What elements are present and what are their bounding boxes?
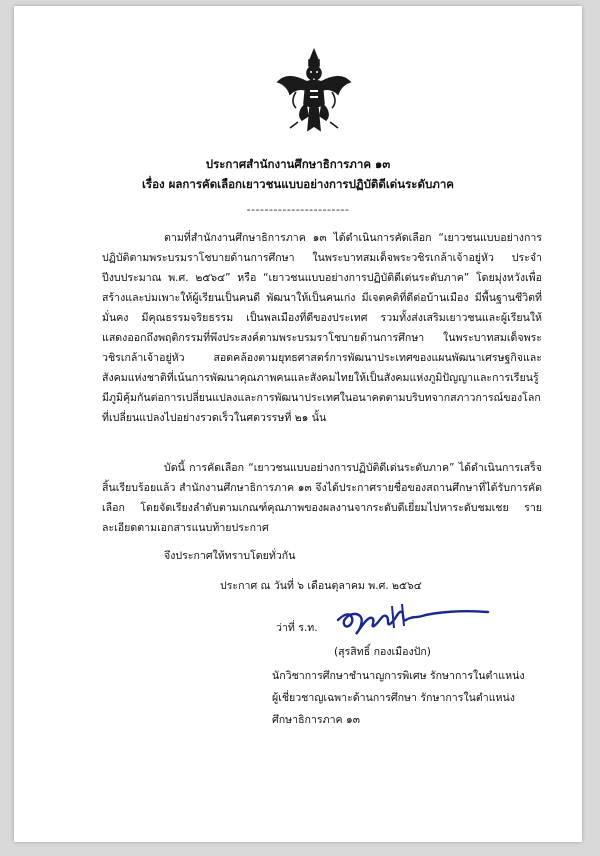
announcement-date: ประกาศ ณ วันที่ ๖ เดือนตุลาคม พ.ศ. ๒๕๖๔ <box>220 580 422 592</box>
signer-position-3: ศึกษาธิการภาค ๑๓ <box>272 714 360 726</box>
body-paragraph-1: ตามที่สำนักงานศึกษาธิการภาค ๑๓ ได้ดำเนินการคัดเลือก “เยาวชนแบบอย่างการปฏิบัติตามพระบรมราโชบายด้านการศึกษา ในพระบาทสมเด็จพระวชิรเกล้าเจ้าอยู่หัว ประจำปีงบประมาณ พ.ศ. ๒๕๖๔” หรือ “เยาวชนแบบอย่างการปฏิบัติดีเด่นระดับภาค” โดยมุ่งหวังเพื่อสร้างและบ่มเพาะให้ผู้เรียนเป็นคนดี พัฒนาให้เป็นคนเก่ง มีเจตคติที่ดีต่อบ้านเมือง มีพื้นฐานชีวิตที่มั่นคง มีคุณธรรมจริยธรรม เป็นพลเมืองที่ดีของประเทศ รวมทั้งส่งเสริมเยาวชนและผู้เรียนให้แสดงออกถึงพฤติกรรมที่พึงประสงค์ตามพระบรมราโชบายด้านการศึกษา ในพระบาทสมเด็จพระวชิรเกล้าเจ้าอยู่หัว สอดคล้องตามยุทธศาสตร์การพัฒนาประเทศของแผนพัฒนาเศรษฐกิจและสังคมแห่งชาติที่เน้นการพัฒนาคุณภาพคนและสังคมไทยให้เป็นสังคมแห่งภูมิปัญญาและการเรียนรู้ มีภูมิคุ้มกันต่อการเปลี่ยนแปลงและการพัฒนาประเทศในอนาคตตามบริบทจากสภาวการณ์ของโลกที่เปลี่ยนแปลงไปอย่างรวดเร็วในศตวรรษที่ ๒๑ นั้น <box>102 232 542 424</box>
announcement-line: จึงประกาศให้ทราบโดยทั่วกัน <box>164 550 296 562</box>
body-paragraph-2: บัดนี้ การคัดเลือก “เยาวชนแบบอย่างการปฏิบัติดีเด่นระดับภาค” ได้ดำเนินการเสร็จสิ้นเรียบร้อยแล้ว สำนักงานศึกษาธิการภาค ๑๓ จึงได้ประกาศรายชื่อของสถานศึกษาที่ได้รับการคัดเลือก โดยจัดเรียงลำดับตามเกณฑ์คุณภาพของผลงานจากระดับดีเยี่ยมไปหาระดับชมเชย รายละเอียดตามเอกสารแนบท้ายประกาศ <box>102 462 542 534</box>
document-title: ประกาศสำนักงานศึกษาธิการภาค ๑๓ <box>205 157 391 171</box>
signer-position-1: นักวิชาการศึกษาชำนาญการพิเศษ รักษาการในตำแหน่ง <box>272 670 525 682</box>
document-subject: เรื่อง ผลการคัดเลือกเยาวชนแบบอย่างการปฏิบัติดีเด่นระดับภาค <box>142 177 454 191</box>
signer-name: (สุรสิทธิ์ กองเมืองปัก) <box>334 646 431 658</box>
signer-rank: ว่าที่ ร.ท. <box>276 622 318 634</box>
handwritten-signature <box>332 596 492 640</box>
title-divider: ----------------------- <box>246 203 350 216</box>
signer-position-2: ผู้เชี่ยวชาญเฉพาะด้านการศึกษา รักษาการในตำแหน่ง <box>272 692 515 704</box>
garuda-emblem-icon <box>276 46 352 136</box>
document-page <box>14 6 582 842</box>
